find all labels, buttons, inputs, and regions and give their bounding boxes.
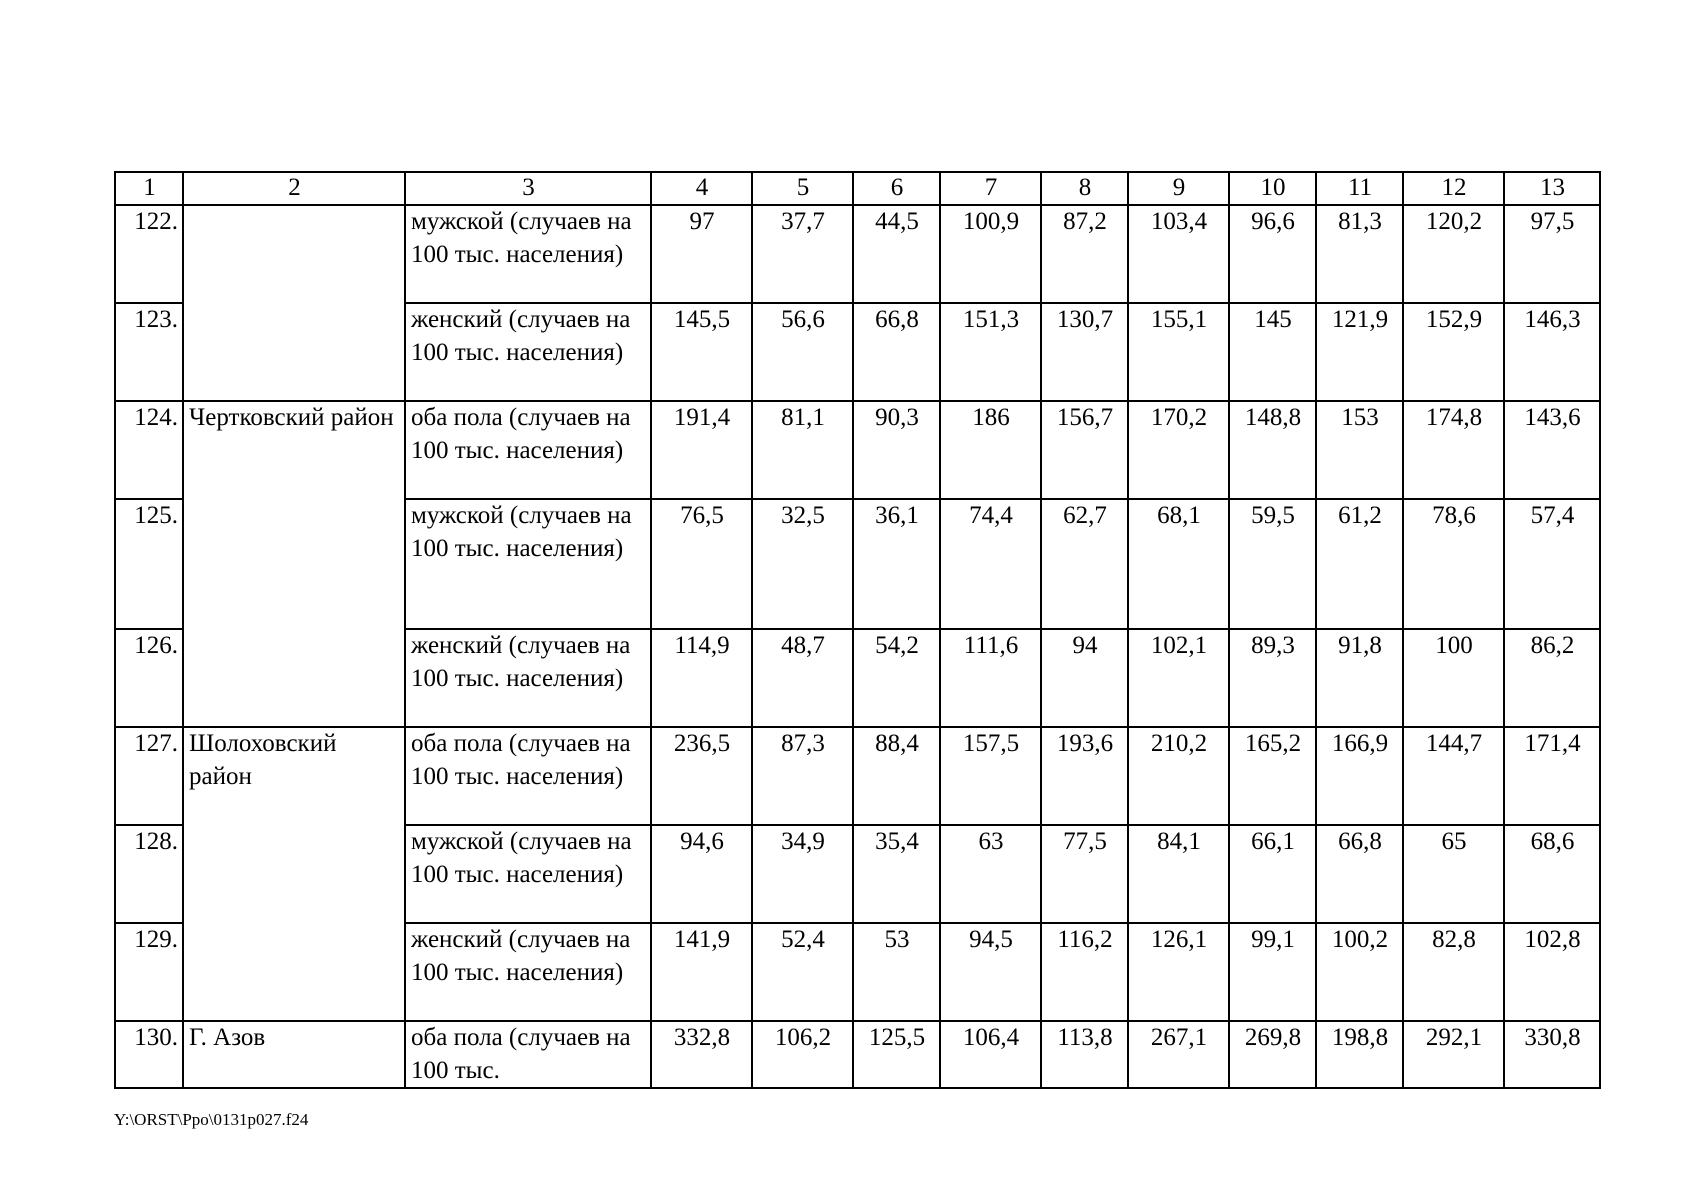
row-number: 122. xyxy=(115,205,183,303)
value-cell: 165,2 xyxy=(1229,727,1316,825)
value-cell: 186 xyxy=(940,401,1041,499)
value-cell: 66,1 xyxy=(1229,825,1316,923)
value-cell: 269,8 xyxy=(1229,1021,1316,1088)
value-cell: 106,4 xyxy=(940,1021,1041,1088)
row-number: 129. xyxy=(115,923,183,1021)
header-cell: 11 xyxy=(1316,172,1403,205)
value-cell: 114,9 xyxy=(651,629,752,727)
category-cell: женский (случаев на 100 тыс. населения) xyxy=(405,303,651,401)
region-cell: Г. Азов xyxy=(183,1021,405,1088)
value-cell: 89,3 xyxy=(1229,629,1316,727)
value-cell: 63 xyxy=(940,825,1041,923)
value-cell: 145,5 xyxy=(651,303,752,401)
value-cell: 94,6 xyxy=(651,825,752,923)
file-path-footer: Y:\ORST\Ppo\0131p027.f24 xyxy=(114,1110,309,1129)
value-cell: 191,4 xyxy=(651,401,752,499)
header-cell: 7 xyxy=(940,172,1041,205)
header-cell: 5 xyxy=(752,172,853,205)
value-cell: 330,8 xyxy=(1504,1021,1600,1088)
region-cell: Чертковский район xyxy=(183,401,405,727)
value-cell: 171,4 xyxy=(1504,727,1600,825)
value-cell: 156,7 xyxy=(1041,401,1128,499)
header-cell: 1 xyxy=(115,172,183,205)
value-cell: 141,9 xyxy=(651,923,752,1021)
value-cell: 145 xyxy=(1229,303,1316,401)
value-cell: 116,2 xyxy=(1041,923,1128,1021)
value-cell: 81,3 xyxy=(1316,205,1403,303)
value-cell: 32,5 xyxy=(752,499,853,629)
header-cell: 10 xyxy=(1229,172,1316,205)
value-cell: 97 xyxy=(651,205,752,303)
value-cell: 99,1 xyxy=(1229,923,1316,1021)
category-cell: оба пола (случаев на 100 тыс. xyxy=(405,1021,651,1088)
value-cell: 210,2 xyxy=(1128,727,1229,825)
value-cell: 267,1 xyxy=(1128,1021,1229,1088)
region-cell: Шолоховский район xyxy=(183,727,405,1021)
value-cell: 332,8 xyxy=(651,1021,752,1088)
value-cell: 37,7 xyxy=(752,205,853,303)
row-number: 124. xyxy=(115,401,183,499)
value-cell: 126,1 xyxy=(1128,923,1229,1021)
value-cell: 91,8 xyxy=(1316,629,1403,727)
value-cell: 146,3 xyxy=(1504,303,1600,401)
value-cell: 87,2 xyxy=(1041,205,1128,303)
row-number: 130. xyxy=(115,1021,183,1088)
header-cell: 12 xyxy=(1403,172,1504,205)
category-cell: оба пола (случаев на 100 тыс. населения) xyxy=(405,401,651,499)
value-cell: 36,1 xyxy=(853,499,940,629)
value-cell: 174,8 xyxy=(1403,401,1504,499)
value-cell: 100,9 xyxy=(940,205,1041,303)
value-cell: 88,4 xyxy=(853,727,940,825)
value-cell: 94,5 xyxy=(940,923,1041,1021)
value-cell: 78,6 xyxy=(1403,499,1504,629)
column-number-header-row xyxy=(115,172,1600,205)
value-cell: 111,6 xyxy=(940,629,1041,727)
table-row xyxy=(115,401,1600,499)
category-cell: женский (случаев на 100 тыс. населения) xyxy=(405,923,651,1021)
value-cell: 48,7 xyxy=(752,629,853,727)
value-cell: 148,8 xyxy=(1229,401,1316,499)
row-number: 126. xyxy=(115,629,183,727)
statistics-table xyxy=(114,171,1601,1089)
value-cell: 96,6 xyxy=(1229,205,1316,303)
header-cell: 2 xyxy=(183,172,405,205)
value-cell: 90,3 xyxy=(853,401,940,499)
value-cell: 81,1 xyxy=(752,401,853,499)
value-cell: 97,5 xyxy=(1504,205,1600,303)
value-cell: 151,3 xyxy=(940,303,1041,401)
value-cell: 65 xyxy=(1403,825,1504,923)
value-cell: 170,2 xyxy=(1128,401,1229,499)
value-cell: 84,1 xyxy=(1128,825,1229,923)
category-cell: мужской (случаев на 100 тыс. населения) xyxy=(405,825,651,923)
value-cell: 144,7 xyxy=(1403,727,1504,825)
value-cell: 44,5 xyxy=(853,205,940,303)
value-cell: 236,5 xyxy=(651,727,752,825)
value-cell: 100 xyxy=(1403,629,1504,727)
category-cell: мужской (случаев на 100 тыс. населения) xyxy=(405,499,651,629)
row-number: 123. xyxy=(115,303,183,401)
value-cell: 74,4 xyxy=(940,499,1041,629)
value-cell: 193,6 xyxy=(1041,727,1128,825)
value-cell: 94 xyxy=(1041,629,1128,727)
header-cell: 3 xyxy=(405,172,651,205)
value-cell: 106,2 xyxy=(752,1021,853,1088)
header-cell: 13 xyxy=(1504,172,1600,205)
value-cell: 86,2 xyxy=(1504,629,1600,727)
value-cell: 166,9 xyxy=(1316,727,1403,825)
value-cell: 130,7 xyxy=(1041,303,1128,401)
value-cell: 103,4 xyxy=(1128,205,1229,303)
table-row xyxy=(115,727,1600,825)
value-cell: 53 xyxy=(853,923,940,1021)
value-cell: 77,5 xyxy=(1041,825,1128,923)
value-cell: 54,2 xyxy=(853,629,940,727)
header-cell: 9 xyxy=(1128,172,1229,205)
value-cell: 66,8 xyxy=(1316,825,1403,923)
value-cell: 76,5 xyxy=(651,499,752,629)
table-row xyxy=(115,1021,1600,1088)
category-cell: женский (случаев на 100 тыс. населения) xyxy=(405,629,651,727)
value-cell: 292,1 xyxy=(1403,1021,1504,1088)
value-cell: 102,1 xyxy=(1128,629,1229,727)
value-cell: 56,6 xyxy=(752,303,853,401)
category-cell: оба пола (случаев на 100 тыс. населения) xyxy=(405,727,651,825)
value-cell: 57,4 xyxy=(1504,499,1600,629)
value-cell: 34,9 xyxy=(752,825,853,923)
table-row xyxy=(115,205,1600,303)
region-cell-empty xyxy=(183,205,405,401)
row-number: 128. xyxy=(115,825,183,923)
row-number: 127. xyxy=(115,727,183,825)
row-number: 125. xyxy=(115,499,183,629)
value-cell: 68,6 xyxy=(1504,825,1600,923)
value-cell: 113,8 xyxy=(1041,1021,1128,1088)
value-cell: 68,1 xyxy=(1128,499,1229,629)
value-cell: 143,6 xyxy=(1504,401,1600,499)
value-cell: 62,7 xyxy=(1041,499,1128,629)
value-cell: 66,8 xyxy=(853,303,940,401)
header-cell: 4 xyxy=(651,172,752,205)
value-cell: 59,5 xyxy=(1229,499,1316,629)
value-cell: 125,5 xyxy=(853,1021,940,1088)
category-cell: мужской (случаев на 100 тыс. населения) xyxy=(405,205,651,303)
value-cell: 153 xyxy=(1316,401,1403,499)
value-cell: 155,1 xyxy=(1128,303,1229,401)
value-cell: 157,5 xyxy=(940,727,1041,825)
value-cell: 35,4 xyxy=(853,825,940,923)
value-cell: 52,4 xyxy=(752,923,853,1021)
value-cell: 87,3 xyxy=(752,727,853,825)
value-cell: 100,2 xyxy=(1316,923,1403,1021)
value-cell: 121,9 xyxy=(1316,303,1403,401)
header-cell: 8 xyxy=(1041,172,1128,205)
value-cell: 152,9 xyxy=(1403,303,1504,401)
value-cell: 82,8 xyxy=(1403,923,1504,1021)
value-cell: 198,8 xyxy=(1316,1021,1403,1088)
value-cell: 61,2 xyxy=(1316,499,1403,629)
value-cell: 102,8 xyxy=(1504,923,1600,1021)
value-cell: 120,2 xyxy=(1403,205,1504,303)
header-cell: 6 xyxy=(853,172,940,205)
